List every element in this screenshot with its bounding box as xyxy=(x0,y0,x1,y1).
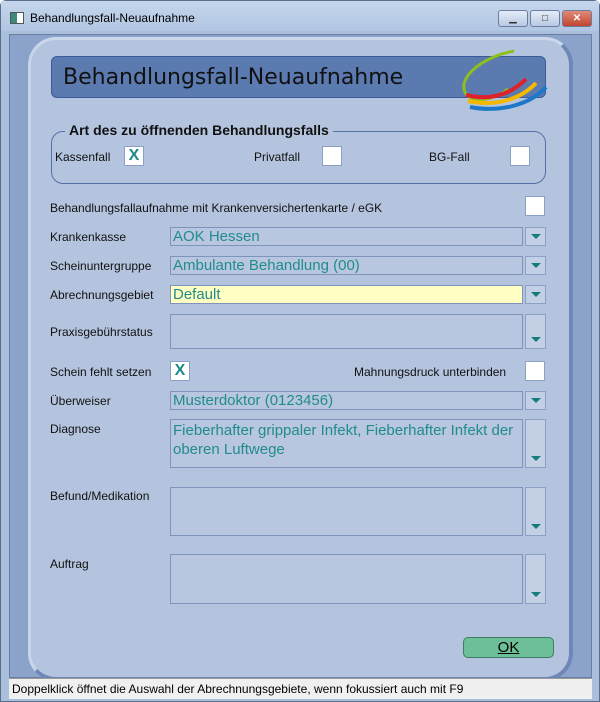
case-type-group-title: Art des zu öffnenden Behandlungsfalls xyxy=(65,122,333,138)
krankenkasse-combo[interactable]: AOK Hessen xyxy=(170,227,523,246)
ok-label: OK xyxy=(497,639,520,656)
auftrag-dropdown-button[interactable] xyxy=(525,554,546,604)
bgfall-checkbox[interactable] xyxy=(510,146,530,166)
praxisgebuehr-combo[interactable] xyxy=(170,314,523,349)
krankenkasse-label: Krankenkasse xyxy=(50,230,127,244)
ueberweiser-label: Überweiser xyxy=(50,394,111,408)
kassenfall-checkbox[interactable]: X xyxy=(124,146,144,166)
auftrag-field[interactable] xyxy=(170,554,523,604)
diagnose-label: Diagnose xyxy=(50,422,101,436)
befund-dropdown-button[interactable] xyxy=(525,487,546,536)
scheinfehlt-checkbox[interactable]: X xyxy=(170,361,190,381)
privatfall-checkbox[interactable] xyxy=(322,146,342,166)
logo-icon xyxy=(456,49,551,114)
page-title: Behandlungsfall-Neuaufnahme xyxy=(63,65,404,90)
mahnungsdruck-label: Mahnungsdruck unterbinden xyxy=(354,365,507,379)
befund-label: Befund/Medikation xyxy=(50,489,150,503)
diagnose-dropdown-button[interactable] xyxy=(525,419,546,468)
befund-field[interactable] xyxy=(170,487,523,536)
app-icon xyxy=(10,12,24,24)
title-bar xyxy=(1,1,599,31)
praxisgebuehr-dropdown-button[interactable] xyxy=(525,314,546,349)
privatfall-label: Privatfall xyxy=(254,150,301,164)
status-bar: Doppelklick öffnet die Auswahl der Abrechnungsgebiete, wenn fokussiert auch mit F9 xyxy=(9,678,592,699)
scheinuntergruppe-label: Scheinuntergruppe xyxy=(50,259,152,273)
close-button[interactable]: ✕ xyxy=(562,10,592,27)
abrechnungsgebiet-dropdown-button[interactable] xyxy=(525,285,546,304)
abrechnungsgebiet-label: Abrechnungsgebiet xyxy=(50,288,154,302)
krankenkasse-dropdown-button[interactable] xyxy=(525,227,546,246)
minimize-button[interactable]: ▁ xyxy=(498,10,528,27)
diagnose-field[interactable]: Fieberhafter grippaler Infekt, Fieberhafter Infekt der oberen Luftwege xyxy=(170,419,523,468)
bgfall-label: BG-Fall xyxy=(429,150,470,164)
scheinuntergruppe-dropdown-button[interactable] xyxy=(525,256,546,275)
kassenfall-label: Kassenfall xyxy=(55,150,111,164)
maximize-button[interactable]: □ xyxy=(530,10,560,27)
auftrag-label: Auftrag xyxy=(50,557,89,571)
praxisgebuehr-label: Praxisgebührstatus xyxy=(50,325,153,339)
ueberweiser-combo[interactable]: Musterdoktor (0123456) xyxy=(170,391,523,410)
abrechnungsgebiet-combo[interactable]: Default xyxy=(170,285,523,304)
mahnungsdruck-checkbox[interactable] xyxy=(525,361,545,381)
ok-button[interactable] xyxy=(463,637,554,658)
window-title: Behandlungsfall-Neuaufnahme xyxy=(30,11,195,25)
egk-label: Behandlungsfallaufnahme mit Krankenversichertenkarte / eGK xyxy=(50,201,383,215)
egk-checkbox[interactable] xyxy=(525,196,545,216)
ueberweiser-dropdown-button[interactable] xyxy=(525,391,546,410)
scheinfehlt-label: Schein fehlt setzen xyxy=(50,365,152,379)
scheinuntergruppe-combo[interactable]: Ambulante Behandlung (00) xyxy=(170,256,523,275)
